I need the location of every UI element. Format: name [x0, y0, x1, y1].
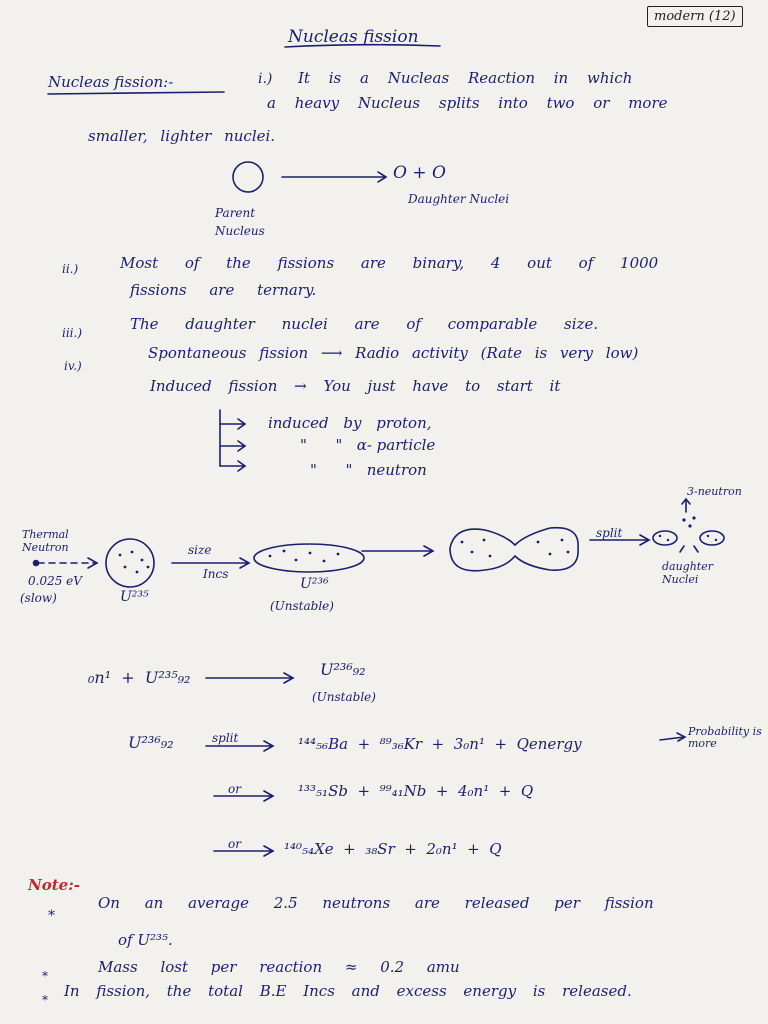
equation-4-arrow [214, 846, 273, 856]
note-3-bullet: * [42, 993, 48, 1007]
equation-1-note: (Unstable) [312, 690, 376, 704]
induced-by-alpha: " " α- particle [300, 436, 436, 454]
deformed-nucleus [450, 528, 578, 571]
daughter-nuclei-label-2: daughter Nuclei [662, 560, 713, 586]
note-heading: Note:- [28, 876, 80, 894]
header-tag-number: 12 [713, 9, 731, 24]
equation-1-arrow [206, 673, 293, 683]
equation-split-label: split [212, 731, 239, 745]
size-increase-label: Incs [203, 567, 229, 581]
size-arrow [172, 558, 249, 568]
definition-heading-underline [48, 92, 224, 94]
point-i-line1: It is a Nucleas Reaction in which [298, 69, 633, 87]
u236-label: U²³⁶ [300, 576, 329, 592]
parent-nucleus-circle [233, 162, 263, 192]
bracket-arrow-1 [220, 419, 245, 429]
equation-or-2: or [228, 837, 241, 851]
parent-nucleus-label: Parent Nucleus [215, 206, 265, 238]
note-1-line1: On an average 2.5 neutrons are released per fission [98, 894, 654, 912]
u235-nucleus [106, 539, 154, 587]
equation-1-left: ₀n¹ + U²³⁵₉₂ [88, 668, 191, 687]
definition-heading: Nucleas fission:- [48, 73, 174, 91]
note-1-line2: of U²³⁵. [118, 931, 173, 949]
equation-4-products: ¹⁴⁰₅₄Xe + ₃₈Sr + 2₀n¹ + Q [284, 840, 502, 858]
u235-label: U²³⁵ [120, 589, 149, 605]
equation-1-right: U²³⁶₉₂ [320, 660, 366, 679]
equation-or-1: or [228, 782, 241, 796]
point-ii-line2: fissions are ternary. [130, 281, 317, 299]
equation-3-products: ¹³³₅₁Sb + ⁹⁹₄₁Nb + 4₀n¹ + Q [298, 782, 534, 800]
note-3-text: In fission, the total B.E Incs and excess energy is released. [64, 982, 632, 1000]
equation-2-arrow [206, 741, 273, 751]
deform-arrow [362, 546, 433, 556]
point-i-number: i.) [258, 71, 273, 87]
daughter-fragment-1 [653, 531, 677, 545]
bracket-arrow-3 [220, 461, 245, 471]
thermal-neutron-dot [34, 561, 39, 566]
equation-2-products: ¹⁴⁴₅₆Ba + ⁸⁹₃₆Kr + 3₀n¹ + Qenergy [298, 735, 582, 753]
neutron-slow-label: (slow) [20, 591, 57, 605]
nucleon-dots [119, 516, 718, 573]
thermal-neutron-label: Thermal Neutron [22, 528, 69, 554]
point-iii-line: The daughter nuclei are of comparable size. [130, 315, 599, 333]
header-tag-text: modern [654, 9, 705, 24]
induced-by-proton: induced by proton, [268, 414, 432, 432]
header-tag: modern (12) [647, 6, 743, 27]
title-underline [285, 45, 440, 47]
point-ii-line1: Most of the fissions are binary, 4 out of 1000 [120, 254, 659, 272]
page-title-text: Nucleas fission [288, 27, 419, 47]
point-i-line2: a heavy Nucleus splits into two or more [267, 94, 668, 112]
daughter-nuclei-symbols: O + O [393, 163, 446, 183]
equation-2-note: Probability is more [688, 725, 762, 750]
u236-nucleus [254, 544, 364, 572]
probability-arrow [660, 733, 685, 741]
neutron-energy-label: 0.025 eV [28, 574, 82, 588]
point-iv-line1: Spontaneous fission ⟶ Radio activity (Rate is very low) [148, 344, 639, 362]
u236-unstable-label: (Unstable) [270, 599, 334, 613]
split-label: split [596, 526, 623, 540]
point-i-line3: smaller, lighter nuclei. [88, 127, 276, 145]
equation-2-left: U²³⁶₉₂ [128, 733, 174, 752]
point-iv-number: iv.) [64, 359, 82, 373]
size-label: size [188, 543, 212, 557]
equation-3-arrow [214, 791, 273, 801]
daughter-pointers [680, 546, 698, 552]
split-arrow [590, 535, 649, 545]
daughter-nuclei-label: Daughter Nuclei [408, 192, 510, 206]
daughter-fragment-2 [700, 531, 724, 545]
point-iii-number: iii.) [62, 326, 83, 340]
note-1-bullet: * [48, 908, 55, 924]
bracket-arrow-2 [220, 441, 245, 451]
three-neutron-label: 3-neutron [687, 485, 742, 498]
induced-by-neutron: " " neutron [310, 461, 427, 479]
neutron-emission-arrow [682, 499, 690, 512]
note-2-text: Mass lost per reaction ≈ 0.2 amu [98, 958, 460, 976]
point-iv-line2: Induced fission → You just have to start it [150, 377, 561, 395]
point-ii-number: ii.) [62, 262, 79, 276]
note-2-bullet: * [42, 969, 48, 983]
